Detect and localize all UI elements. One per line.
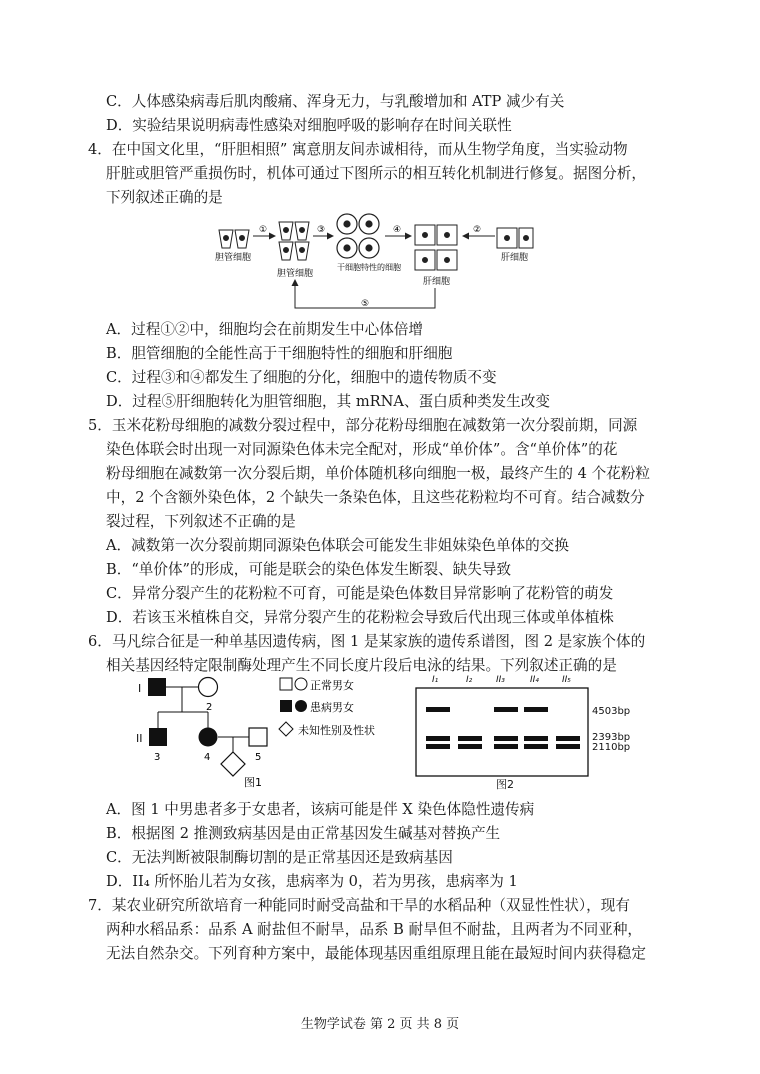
individual-ii4 xyxy=(199,728,218,747)
question-4-stem-2: 肝脏或胆管严重损伤时，机体可通过下图所示的相互转化机制进行修复。据图分析， xyxy=(106,165,646,182)
q5-option-c: C．异常分裂产生的花粉粒不可育，可能是染色体数目异常影响了花粉管的萌发 xyxy=(106,585,614,602)
legend-affected-label: 患病男女 xyxy=(310,701,354,714)
bile-duct-label-left: 胆管细胞 xyxy=(215,253,252,263)
pedigree-figure xyxy=(128,668,398,788)
band-ii5-2393 xyxy=(556,736,580,741)
legend-normal-label: 正常男女 xyxy=(310,679,354,692)
process-4-label: ④ xyxy=(393,225,402,235)
lane-label-i2: I₂ xyxy=(466,675,473,685)
generation-2-label: II xyxy=(136,732,143,745)
band-ii4-4503 xyxy=(524,707,548,712)
page-footer: 生物学试卷 第 2 页 共 8 页 xyxy=(300,1017,460,1032)
q6-option-a: A．图 1 中男患者多于女患者，该病可能是伴 X 染色体隐性遗传病 xyxy=(106,801,535,818)
band-ii4-2393 xyxy=(524,736,548,741)
q5-option-d: D．若该玉米植株自交，异常分裂产生的花粉粒会导致后代出现三体或单体植株 xyxy=(106,609,614,626)
generation-1-label: I xyxy=(138,682,142,695)
stem-like-cell-group xyxy=(337,214,379,258)
lane-label-i1: I₁ xyxy=(432,675,439,685)
bile-duct-cell-group-middle xyxy=(279,222,309,260)
band-i1-2110 xyxy=(426,744,450,749)
stem-like-label: 干细胞特性的细胞 xyxy=(337,263,401,272)
question-5-stem-2: 染色体联会时出现一对同源染色体未完全配对，形成“单价体”。含“单价体”的花 xyxy=(106,441,618,458)
legend-unknown-symbol xyxy=(279,722,293,736)
lane-label-ii4: II₄ xyxy=(530,675,539,685)
bile-duct-cell-group-left xyxy=(219,230,249,248)
q5-option-a: A．减数第一次分裂前期同源染色体联会可能发生非姐妹染色单体的交换 xyxy=(106,537,569,554)
question-6-stem: 6．马凡综合征是一种单基因遗传病，图 1 是某家族的遗传系谱图，图 2 是家族个体的 xyxy=(88,633,646,650)
band-ii3-2393 xyxy=(494,736,518,741)
hepatocyte-label-middle: 肝细胞 xyxy=(423,277,451,287)
legend-affected-male xyxy=(280,700,292,712)
band-ii4-2110 xyxy=(524,744,548,749)
question-7-stem-2: 两种水稻品系：品系 A 耐盐但不耐旱，品系 B 耐旱但不耐盐，且两者为不同亚种， xyxy=(106,921,643,938)
q4-option-d: D．过程⑤肝细胞转化为胆管细胞，其 mRNA、蛋白质种类发生改变 xyxy=(106,393,550,410)
process-5-label: ⑤ xyxy=(361,299,370,309)
hepatocyte-label-right: 肝细胞 xyxy=(501,253,529,263)
question-5-stem-3: 粉母细胞在减数第一次分裂后期，单价体随机移向细胞一极，最终产生的 4 个花粉粒 xyxy=(106,465,650,482)
bp-label-2110: 2110bp xyxy=(592,742,631,753)
q5-option-b: B．“单价体”的形成，可能是联会的染色体发生断裂、缺失导致 xyxy=(106,561,512,578)
band-ii3-2110 xyxy=(494,744,518,749)
question-6-stem-2: 相关基因经特定限制酶处理产生不同长度片段后电泳的结果。下列叙述正确的是 xyxy=(106,657,617,674)
figure-1-caption: 图1 xyxy=(244,776,262,788)
legend-unknown-label: 未知性别及性状 xyxy=(298,724,375,737)
question-5-stem: 5．玉米花粉母细胞的减数分裂过程中，部分花粉母细胞在减数第一次分裂前期，同源 xyxy=(88,417,638,434)
question-4-stem-3: 下列叙述正确的是 xyxy=(106,189,223,206)
q6-option-d: D．II₄ 所怀胎儿若为女孩，患病率为 0，若为男孩，患病率为 1 xyxy=(106,873,518,890)
legend-affected-female xyxy=(295,700,307,712)
bile-duct-label-middle: 胆管细胞 xyxy=(277,269,314,279)
gel-electrophoresis-figure xyxy=(410,672,670,790)
process-3-label: ③ xyxy=(317,225,326,235)
individual-i2 xyxy=(199,678,218,697)
question-5-stem-5: 裂过程，下列叙述不正确的是 xyxy=(106,513,296,530)
number-4: 4 xyxy=(204,752,211,763)
band-i2-2393 xyxy=(458,736,482,741)
individual-ii5 xyxy=(249,728,267,746)
q6-option-b: B．根据图 2 推测致病基因是由正常基因发生碱基对替换产生 xyxy=(106,825,501,842)
number-5: 5 xyxy=(255,752,262,763)
liver-bile-conversion-figure xyxy=(205,208,535,320)
figure-2-caption: 图2 xyxy=(496,778,514,790)
band-i1-4503 xyxy=(426,707,450,712)
lane-label-ii5: II₅ xyxy=(562,675,571,685)
band-ii5-2110 xyxy=(556,744,580,749)
question-7-stem-3: 无法自然杂交。下列育种方案中，最能体现基因重组原理且能在最短时间内获得稳定 xyxy=(106,945,646,962)
question-5-stem-4: 中，2 个含额外染色体，2 个缺失一条染色体，且这些花粉粒均不可育。结合减数分 xyxy=(106,489,645,506)
individual-ii3 xyxy=(149,728,167,746)
q6-option-c: C．无法判断被限制酶切割的是正常基因还是致病基因 xyxy=(106,849,453,866)
process-2-label: ② xyxy=(473,225,482,235)
option-d-prev: D．实验结果说明病毒性感染对细胞呼吸的影响存在时间关联性 xyxy=(106,117,512,134)
q4-option-c: C．过程③和④都发生了细胞的分化，细胞中的遗传物质不变 xyxy=(106,369,497,386)
hepatocyte-group-middle xyxy=(415,225,457,270)
option-c-prev: C．人体感染病毒后肌肉酸痛、浑身无力，与乳酸增加和 ATP 减少有关 xyxy=(106,93,565,110)
fetus-unknown xyxy=(221,752,245,776)
band-ii3-4503 xyxy=(494,707,518,712)
bp-label-2393: 2393bp xyxy=(592,732,631,743)
legend-normal-female xyxy=(295,678,307,690)
q4-option-a: A．过程①②中，细胞均会在前期发生中心体倍增 xyxy=(106,321,424,338)
band-i1-2393 xyxy=(426,736,450,741)
individual-i1 xyxy=(148,678,166,696)
hepatocyte-group-right xyxy=(497,228,533,248)
bp-label-4503: 4503bp xyxy=(592,706,631,717)
question-4-stem: 4．在中国文化里，“肝胆相照” 寓意朋友间赤诚相待，而从生物学角度，当实验动物 xyxy=(88,141,628,158)
question-7-stem: 7．某农业研究所欲培育一种能同时耐受高盐和干旱的水稻品种（双显性性状），现有 xyxy=(88,897,630,914)
q4-option-b: B．胆管细胞的全能性高于干细胞特性的细胞和肝细胞 xyxy=(106,345,453,362)
gel-frame xyxy=(416,688,588,776)
process-1-label: ① xyxy=(259,225,268,235)
number-3: 3 xyxy=(154,752,161,763)
lane-label-ii3: II₃ xyxy=(496,675,505,685)
legend-normal-male xyxy=(280,678,292,690)
band-i2-2110 xyxy=(458,744,482,749)
number-2: 2 xyxy=(206,702,213,713)
